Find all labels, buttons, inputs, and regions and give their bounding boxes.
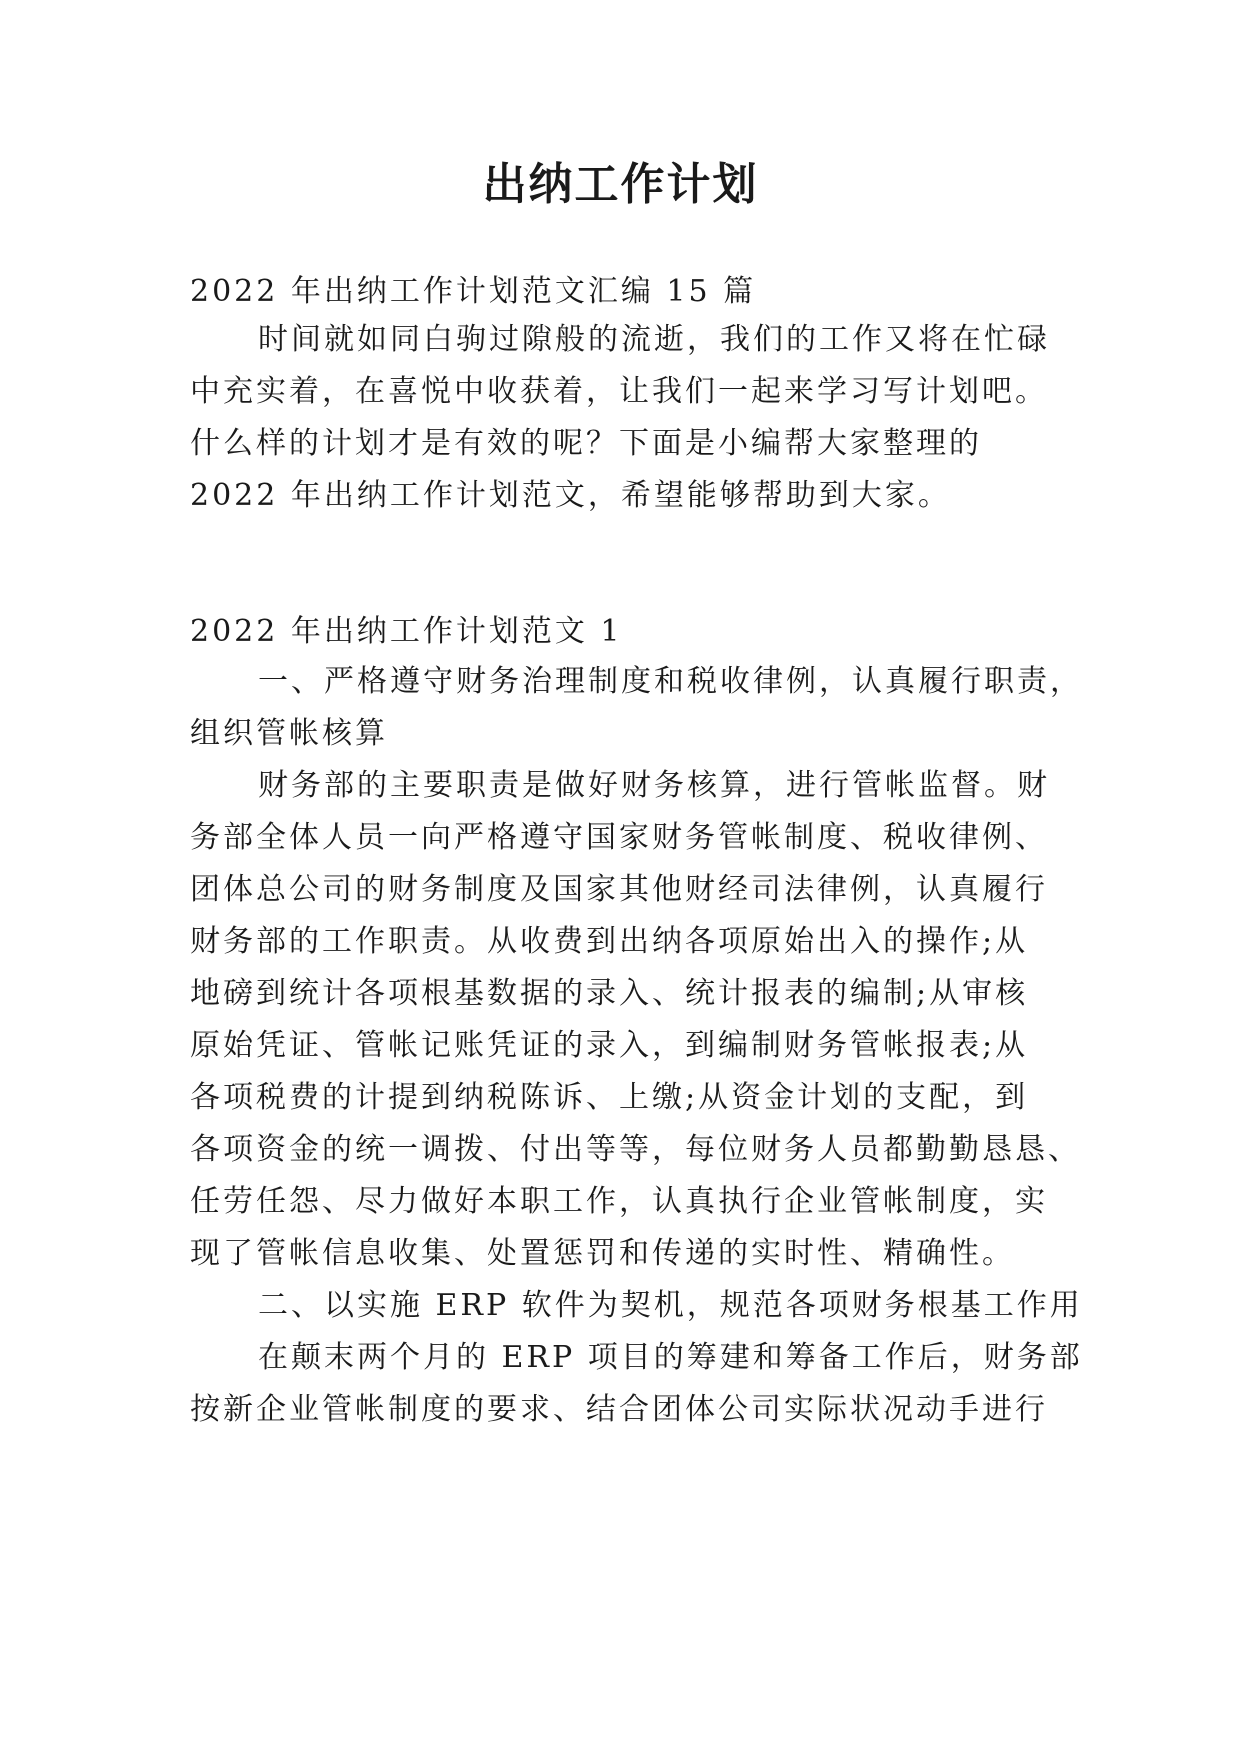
paragraph-line: 什么样的计划才是有效的呢？下面是小编帮大家整理的 [190, 426, 982, 461]
section-heading: 2022 年出纳工作计划范文 1 [190, 614, 623, 649]
paragraph-line: 组织管帐核算 [190, 716, 388, 751]
document-title: 出纳工作计划 [482, 159, 759, 210]
paragraph-line: 各项税费的计提到纳税陈诉、上缴;从资金计划的支配，到 [190, 1080, 1029, 1115]
paragraph-line: 财务部的工作职责。从收费到出纳各项原始出入的操作;从 [190, 924, 1029, 959]
paragraph-line: 任劳任怨、尽力做好本职工作，认真执行企业管帐制度，实 [190, 1184, 1048, 1219]
paragraph-line: 原始凭证、管帐记账凭证的录入，到编制财务管帐报表;从 [190, 1028, 1029, 1063]
paragraph-line: 时间就如同白驹过隙般的流逝，我们的工作又将在忙碌 [258, 322, 1050, 357]
paragraph-line: 各项资金的统一调拨、付出等等，每位财务人员都勤勤恳恳、 [190, 1132, 1081, 1167]
paragraph-line: 现了管帐信息收集、处置惩罚和传递的实时性、精确性。 [190, 1236, 1015, 1271]
paragraph-line: 一、严格遵守财务治理制度和税收律例，认真履行职责， [258, 664, 1083, 699]
paragraph-line: 按新企业管帐制度的要求、结合团体公司实际状况动手进行 [190, 1392, 1048, 1427]
paragraph-line: 财务部的主要职责是做好财务核算，进行管帐监督。财 [258, 768, 1050, 803]
paragraph-line: 务部全体人员一向严格遵守国家财务管帐制度、税收律例、 [190, 820, 1048, 855]
subtitle-line: 2022 年出纳工作计划范文汇编 15 篇 [190, 274, 757, 309]
paragraph-line: 地磅到统计各项根基数据的录入、统计报表的编制;从审核 [190, 976, 1029, 1011]
paragraph-line: 团体总公司的财务制度及国家其他财经司法律例，认真履行 [190, 872, 1048, 907]
paragraph-line: 2022 年出纳工作计划范文，希望能够帮助到大家。 [190, 478, 951, 513]
paragraph-line: 在颠末两个月的 ERP 项目的筹建和筹备工作后，财务部 [258, 1340, 1083, 1375]
paragraph-line: 二、以实施 ERP 软件为契机，规范各项财务根基工作用 [258, 1288, 1083, 1323]
paragraph-line: 中充实着，在喜悦中收获着，让我们一起来学习写计划吧。 [190, 374, 1048, 409]
